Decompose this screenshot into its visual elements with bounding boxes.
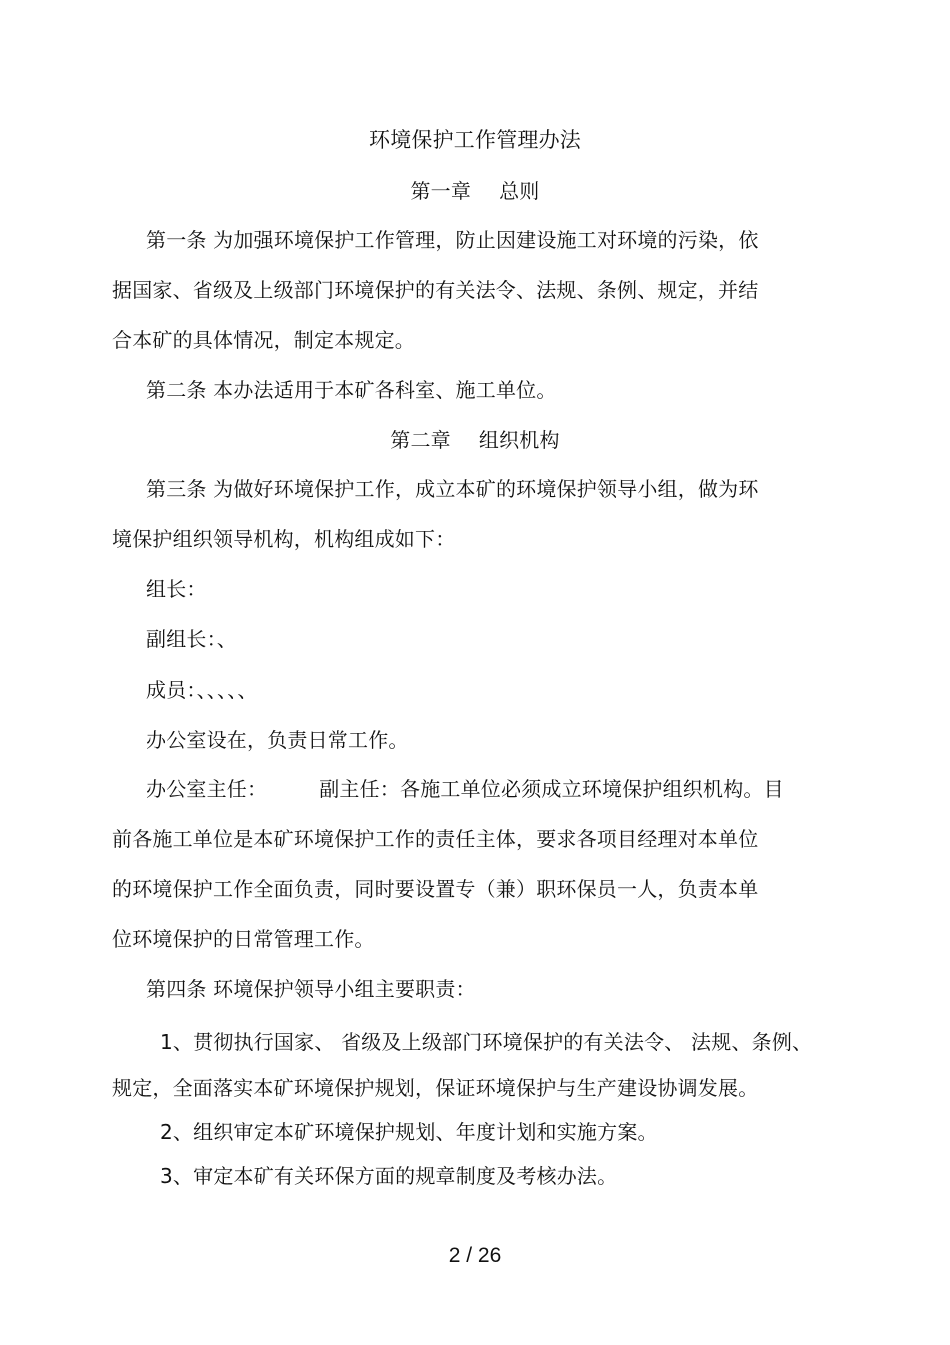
duty-item-3: 3、审定本矿有关环保方面的规章制度及考核办法。	[160, 1164, 618, 1188]
article-3-line-2: 境保护组织领导机构，机构组成如下：	[112, 527, 456, 551]
members-line: 成员：、、、、、	[146, 678, 258, 702]
duty-item-2: 2、组织审定本矿环境保护规划、年度计划和实施方案。	[160, 1120, 658, 1144]
document-title: 环境保护工作管理办法	[369, 128, 581, 152]
article-3-line-1: 第三条 为做好环境保护工作，成立本矿的环境保护领导小组，做为环	[146, 477, 759, 501]
office-director-line	[146, 775, 784, 803]
office-director-label: 办公室主任：	[146, 777, 268, 801]
chapter-heading-1	[0, 177, 950, 205]
organization-line-4: 位环境保护的日常管理工作。	[112, 927, 375, 951]
article-1-line-1: 第一条 为加强环境保护工作管理，防止因建设施工对环境的污染，依	[146, 228, 759, 252]
duty-item-1-line-1: 1、贯彻执行国家、 省级及上级部门环境保护的有关法令、 法规、条例、	[160, 1030, 813, 1054]
duty-item-1-line-2: 规定，全面落实本矿环境保护规划，保证环境保护与生产建设协调发展。	[112, 1076, 759, 1100]
page-number: 2 / 26	[448, 1244, 502, 1267]
chapter-2-name: 组织机构	[478, 428, 560, 452]
article-1-line-2: 据国家、省级及上级部门环境保护的有关法令、法规、条例、规定，并结	[112, 278, 759, 302]
deputy-leader-line: 副组长：、	[146, 627, 237, 651]
chapter-1-name: 总则	[499, 179, 540, 203]
article-1-line-3: 合本矿的具体情况，制定本规定。	[112, 328, 415, 352]
office-location-line: 办公室设在，负责日常工作。	[146, 728, 409, 752]
chapter-2-number: 第二章	[390, 428, 451, 452]
deputy-director-text: 副主任：各施工单位必须成立环境保护组织机构。目	[319, 777, 784, 801]
chapter-heading-2	[0, 426, 950, 454]
article-4-line-1: 第四条 环境保护领导小组主要职责：	[146, 977, 476, 1001]
organization-line-3: 的环境保护工作全面负责，同时要设置专（兼）职环保员一人，负责本单	[112, 877, 759, 901]
organization-line-2: 前各施工单位是本矿环境保护工作的责任主体，要求各项目经理对本单位	[112, 827, 759, 851]
leader-line: 组长：	[146, 577, 207, 601]
article-2-line-1: 第二条 本办法适用于本矿各科室、施工单位。	[146, 378, 557, 402]
chapter-1-number: 第一章	[410, 179, 472, 203]
